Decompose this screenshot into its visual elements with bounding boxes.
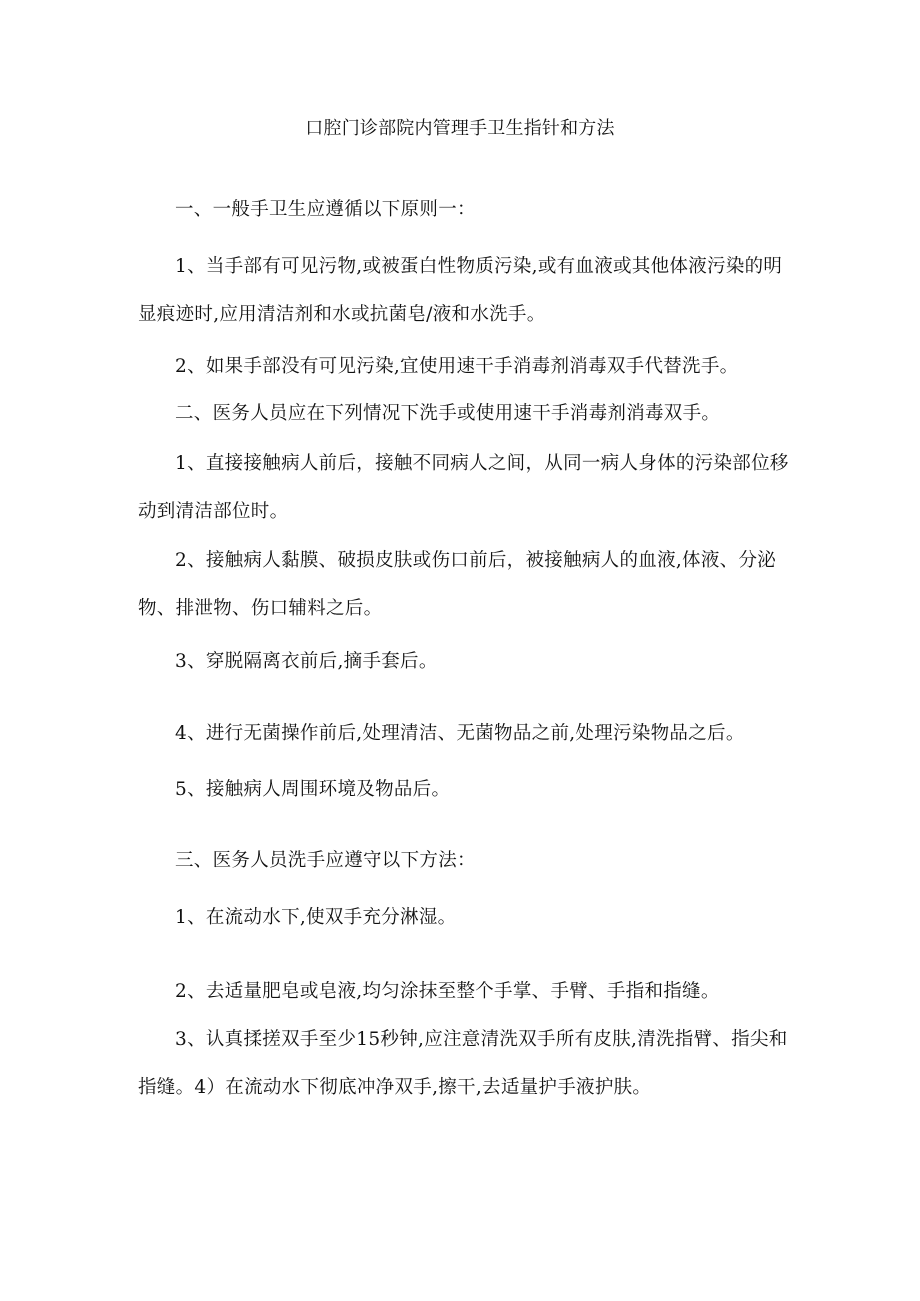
- section-heading-1: 一、一般手卫生应遵循以下原则一：: [175, 199, 476, 220]
- paragraph-1-1: 1、当手部有可见污物,或被蛋白性物质污染,或有血液或其他体液污染的明显痕迹时,应用清洁剂和水或抗菌皂/液和水洗手。: [138, 256, 783, 325]
- paragraph-2-5: 5、接触病人周围环境及物品后。: [175, 779, 451, 800]
- section-heading-2: 二、医务人员应在下列情况下洗手或使用速干手消毒剂消毒双手。: [175, 403, 721, 424]
- paragraph-2-3: 3、穿脱隔离衣前后,摘手套后。: [175, 651, 438, 672]
- paragraph-3-2: 2、去适量肥皂或皂液,均匀涂抹至整个手掌、手臂、手指和指缝。: [175, 981, 720, 1002]
- paragraph-2-4: 4、进行无菌操作前后,处理清洁、无菌物品之前,处理污染物品之后。: [175, 723, 745, 744]
- document-title: 口腔门诊部院内管理手卫生指针和方法: [305, 118, 615, 139]
- paragraph-3-3: 3、认真揉搓双手至少15秒钟,应注意清洗双手所有皮肤,清洗指臂、指尖和指缝。4）在流动水下彻底冲净双手,擦干,去适量护手液护肤。: [138, 1029, 788, 1098]
- paragraph-2-1: 1、直接接触病人前后，接触不同病人之间，从同一病人身体的污染部位移动到清洁部位时。: [138, 453, 789, 522]
- paragraph-2-2: 2、接触病人黏膜、破损皮肤或伤口前后，被接触病人的血液,体液、分泌物、排泄物、伤口辅料之后。: [138, 550, 777, 619]
- paragraph-3-1: 1、在流动水下,使双手充分淋湿。: [175, 907, 457, 928]
- paragraph-1-2: 2、如果手部没有可见污染,宜使用速干手消毒剂消毒双手代替洗手。: [175, 356, 739, 377]
- section-heading-3: 三、医务人员洗手应遵守以下方法：: [175, 850, 476, 871]
